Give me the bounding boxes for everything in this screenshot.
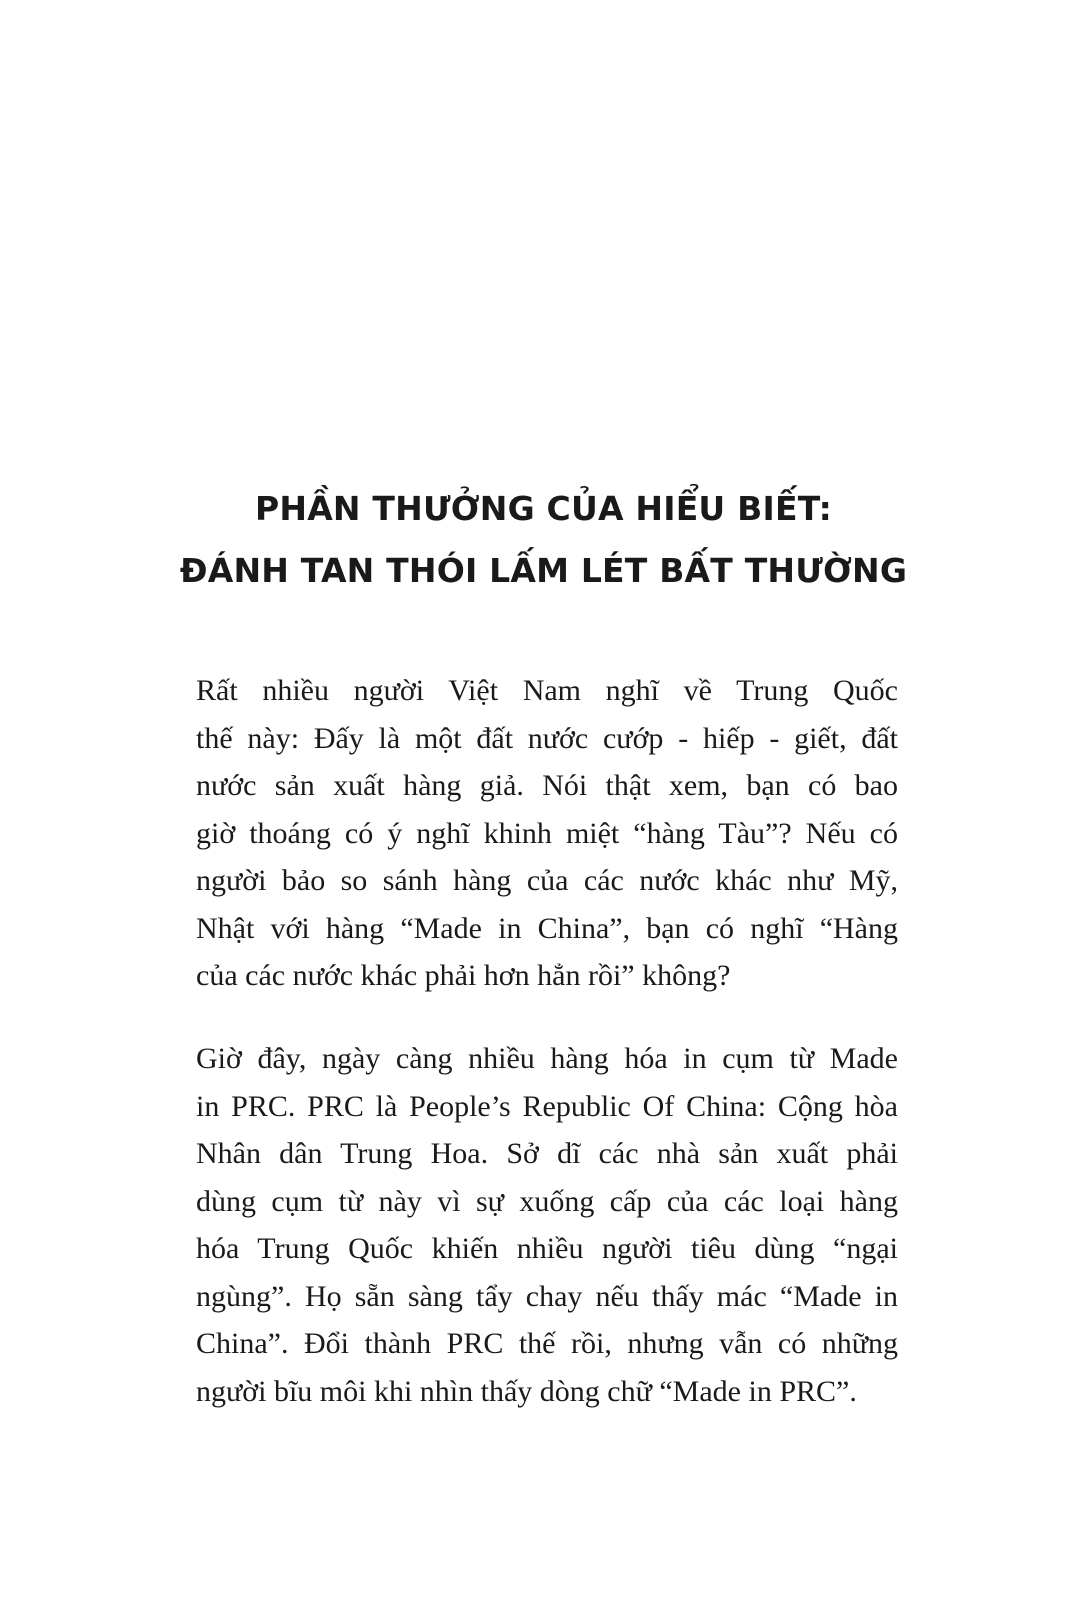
paragraph-line: người bĩu môi khi nhìn thấy dòng chữ “Made in PRC”.: [196, 1374, 857, 1408]
paragraph-line: Nhân dân Trung Hoa. Sở dĩ các nhà sản xuất phải: [196, 1137, 898, 1170]
paragraph-line: giờ thoáng có ý nghĩ khinh miệt “hàng Tàu”? Nếu có: [196, 816, 898, 850]
paragraph-line: Giờ đây, ngày càng nhiều hàng hóa in cụm từ Made: [196, 1042, 898, 1075]
paragraph-line: ngùng”. Họ sẵn sàng tẩy chay nếu thấy mác “Made in: [196, 1279, 898, 1313]
paragraph-1: [196, 667, 898, 1000]
paragraph-line: in PRC. PRC là People’s Republic Of China: Cộng hòa: [196, 1089, 898, 1123]
paragraph-line: Rất nhiều người Việt Nam nghĩ về Trung Quốc: [196, 674, 898, 707]
chapter-title-line-1: PHẦN THƯỞNG CỦA HIỂU BIẾT:: [254, 489, 832, 528]
paragraph-line: hóa Trung Quốc khiến nhiều người tiêu dùng “ngại: [196, 1232, 898, 1265]
paragraph-line: của các nước khác phải hơn hẳn rồi” không?: [196, 959, 731, 992]
paragraph-line: thế này: Đấy là một đất nước cướp - hiếp - giết, đất: [196, 721, 898, 755]
paragraph-line: Nhật với hàng “Made in China”, bạn có nghĩ “Hàng: [196, 911, 898, 945]
paragraph-line: nước sản xuất hàng giả. Nói thật xem, bạn có bao: [196, 769, 898, 802]
chapter-title-line-2: ĐÁNH TAN THÓI LẤM LÉT BẤT THƯỜNG: [179, 551, 908, 590]
paragraph-2: [196, 1035, 898, 1415]
chapter-title: [150, 478, 937, 602]
paragraph-line: China”. Đổi thành PRC thế rồi, nhưng vẫn có những: [196, 1327, 898, 1360]
paragraph-line: người bảo so sánh hàng của các nước khác như Mỹ,: [196, 864, 898, 897]
paragraph-line: dùng cụm từ này vì sự xuống cấp của các loại hàng: [196, 1184, 898, 1218]
